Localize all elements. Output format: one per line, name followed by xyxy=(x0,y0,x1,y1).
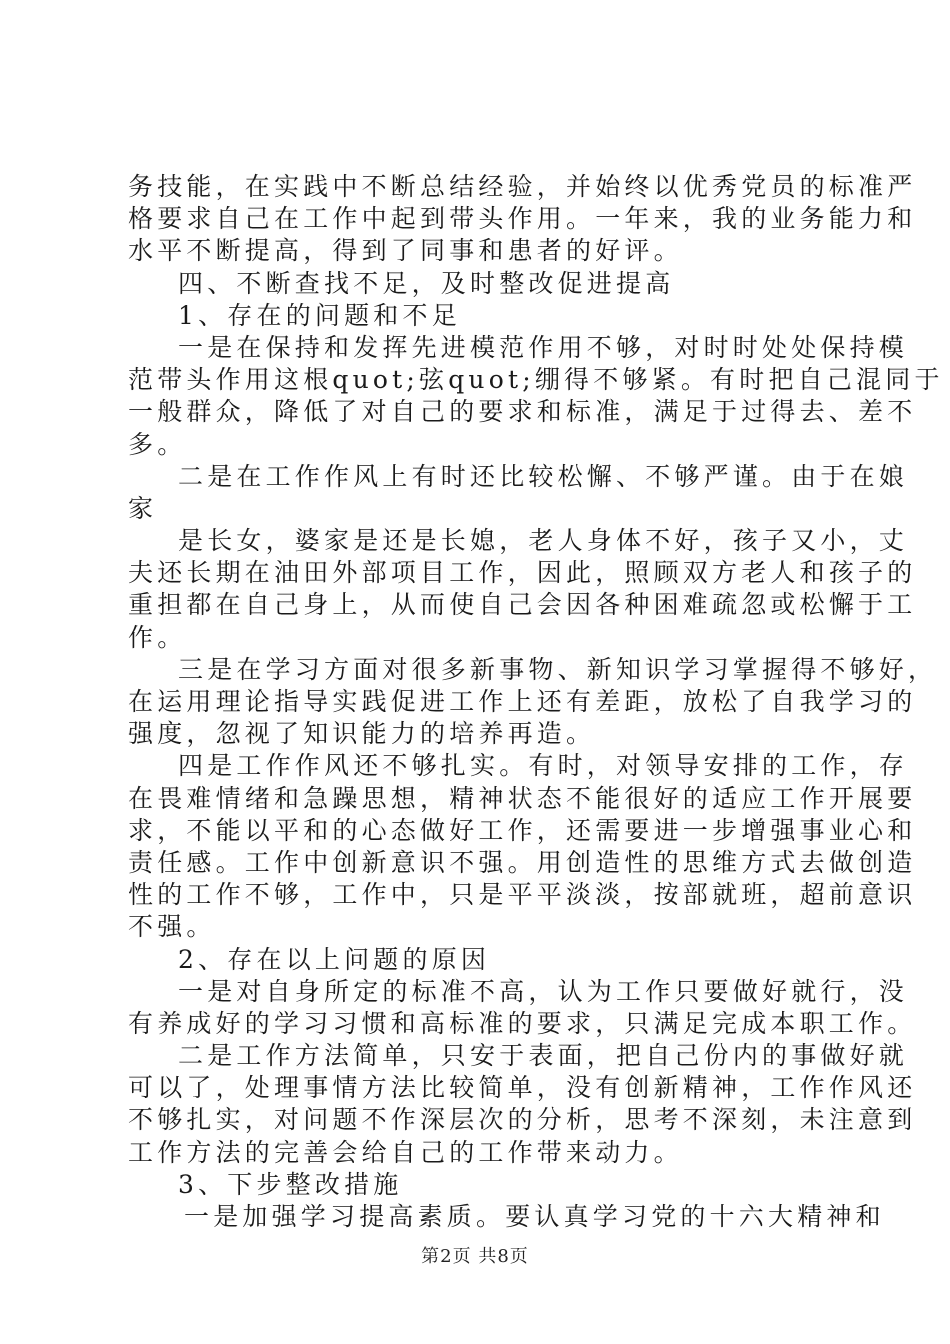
body-line: 工作方法的完善会给自己的工作带来动力。 xyxy=(128,1137,683,1167)
paragraph-start: 一是加强学习提高素质。要认真学习党的十六大精神和 xyxy=(184,1202,885,1231)
page-number-footer: 第2页 共8页 xyxy=(421,1246,529,1267)
body-line: 多。 xyxy=(128,429,187,459)
body-line: 范带头作用这根quot;弦quot;绷得不够紧。有时把自己混同于 xyxy=(128,365,944,395)
body-line: 强度，忽视了知识能力的培养再造。 xyxy=(128,719,596,749)
body-line: 性的工作不够，工作中，只是平平淡淡，按部就班，超前意识 xyxy=(128,880,917,910)
paragraph-start: 一是对自身所定的标准不高，认为工作只要做好就行，没 xyxy=(178,976,909,1006)
subsection-heading: 2、存在以上问题的原因 xyxy=(178,944,491,974)
subsection-heading: 1、存在的问题和不足 xyxy=(178,300,461,330)
paragraph-start: 三是在学习方面对很多新事物、新知识学习掌握得不够好， xyxy=(178,654,938,684)
body-line: 务技能，在实践中不断总结经验，并始终以优秀党员的标准严 xyxy=(128,172,917,201)
document-body xyxy=(128,171,944,1233)
body-line: 在畏难情绪和急躁思想，精神状态不能很好的适应工作开展要 xyxy=(128,783,917,813)
paragraph-start: 是长女，婆家是还是长媳，老人身体不好，孩子又小，丈 xyxy=(178,526,909,556)
paragraph-start: 四是工作作风还不够扎实。有时，对领导安排的工作，存 xyxy=(178,751,909,781)
body-line: 家 xyxy=(128,493,158,523)
body-line: 不够扎实，对问题不作深层次的分析，思考不深刻，未注意到 xyxy=(128,1105,917,1135)
body-line: 可以了，处理事情方法比较简单，没有创新精神，工作作风还 xyxy=(128,1073,917,1103)
body-line: 水平不断提高，得到了同事和患者的好评。 xyxy=(128,236,683,266)
body-line: 夫还长期在油田外部项目工作，因此，照顾双方老人和孩子的 xyxy=(128,558,917,588)
body-line: 作。 xyxy=(128,622,187,652)
body-line: 重担都在自己身上，从而使自己会因各种困难疏忽或松懈于工 xyxy=(128,590,917,620)
body-line: 求，不能以平和的心态做好工作，还需要进一步增强事业心和 xyxy=(128,815,917,845)
paragraph-start: 一是在保持和发挥先进模范作用不够，对时时处处保持模 xyxy=(178,332,909,362)
body-line: 责任感。工作中创新意识不强。用创造性的思维方式去做创造 xyxy=(128,847,917,877)
paragraph-start: 二是在工作作风上有时还比较松懈、不够严谨。由于在娘 xyxy=(178,461,909,491)
body-line: 格要求自己在工作中起到带头作用。一年来，我的业务能力和 xyxy=(128,204,917,234)
paragraph-start: 二是工作方法简单，只安于表面，把自己份内的事做好就 xyxy=(178,1041,909,1071)
subsection-heading: 3、下步整改措施 xyxy=(178,1169,403,1199)
section-heading: 四、不断查找不足，及时整改促进提高 xyxy=(178,268,675,298)
body-line: 在运用理论指导实践促进工作上还有差距，放松了自我学习的 xyxy=(128,687,917,716)
body-line: 一般群众，降低了对自己的要求和标准，满足于过得去、差不 xyxy=(128,397,917,427)
body-line: 有养成好的学习习惯和高标准的要求，只满足完成本职工作。 xyxy=(128,1008,917,1038)
body-line: 不强。 xyxy=(128,912,216,942)
